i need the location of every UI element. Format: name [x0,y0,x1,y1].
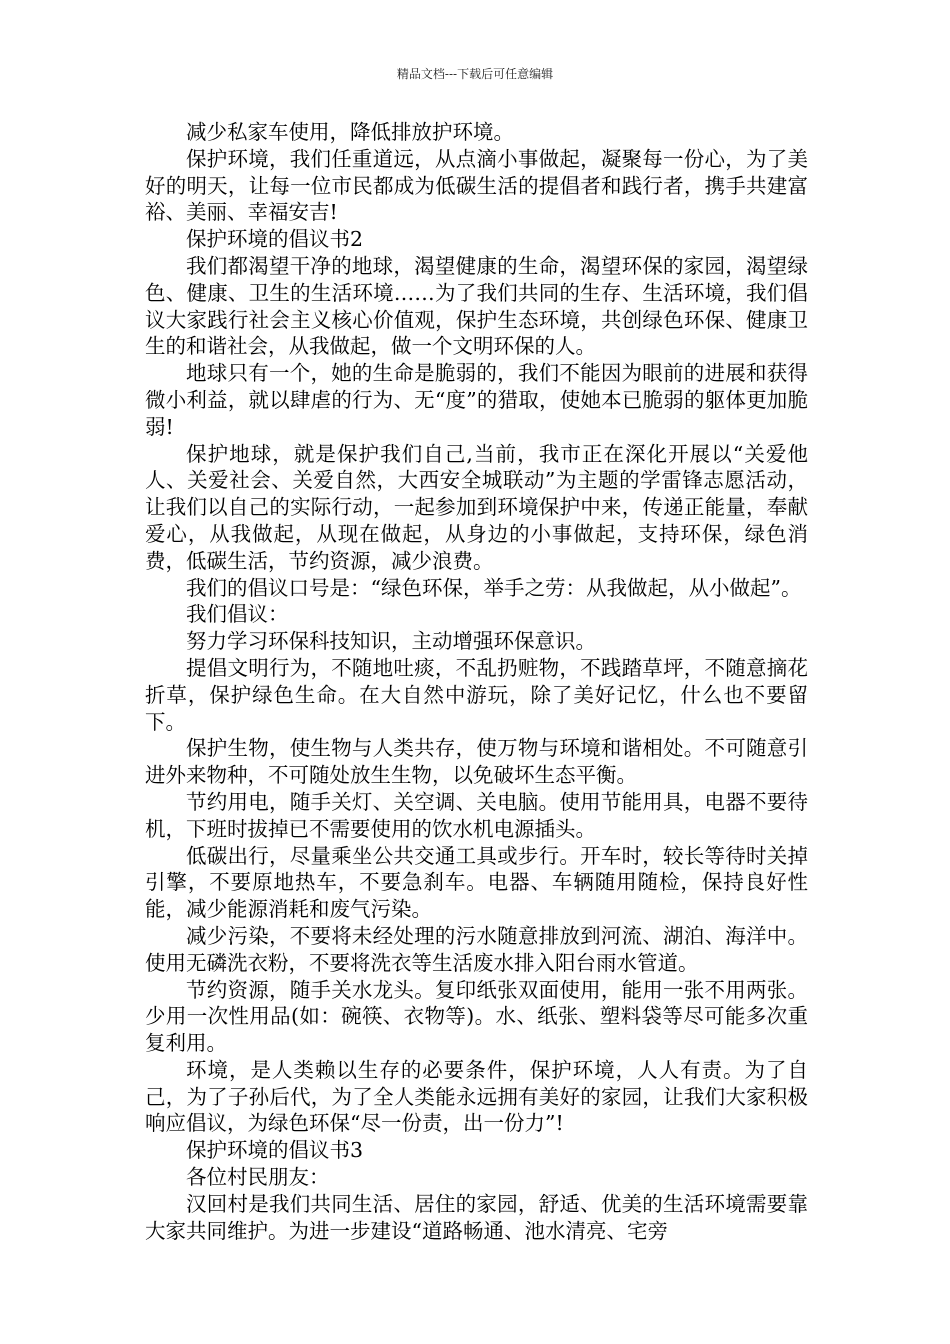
document-body [145,119,808,1244]
paragraph: 我们的倡议口号是：“绿色环保，举手之劳：从我做起，从小做起”。 [186,575,802,600]
paragraph: 减少污染，不要将未经处理的污水随意排放到河流、湖泊、海洋中。使用无磷洗衣粉，不要将洗衣等生活废水排入阳台雨水管道。 [145,923,808,975]
page-header: 精品文档---下载后可任意编辑 [396,67,554,81]
paragraph: 汉回村是我们共同生活、居住的家园，舒适、优美的生活环境需要靠大家共同维护。为进一步建设“道路畅通、池水清亮、宅旁 [145,1191,808,1243]
paragraph: 低碳出行，尽量乘坐公共交通工具或步行。开车时，较长等待时关掉引擎，不要原地热车，不要急刹车。电器、车辆随用随检，保持良好性能，减少能源消耗和废气污染。 [145,843,808,922]
paragraph: 保护生物，使生物与人类共存，使万物与环境和谐相处。不可随意引进外来物种，不可随处放生生物，以免破坏生态平衡。 [145,736,808,788]
paragraph: 保护环境，我们任重道远，从点滴小事做起，凝聚每一份心，为了美好的明天，让每一位市民都成为低碳生活的提倡者和践行者，携手共建富裕、美丽、幸福安吉! [145,146,808,225]
paragraph: 环境，是人类赖以生存的必要条件，保护环境，人人有责。为了自己，为了子孙后代，为了全人类能永远拥有美好的家园，让我们大家积极响应倡议，为绿色环保“尽一份责，出一份力”! [145,1057,808,1136]
paragraph: 努力学习环保科技知识，主动增强环保意识。 [186,629,596,654]
paragraph: 节约用电，随手关灯、关空调、关电脑。使用节能用具，电器不要待机，下班时拔掉已不需要使用的饮水机电源插头。 [145,789,808,841]
paragraph: 提倡文明行为，不随地吐痰，不乱扔赃物，不践踏草坪，不随意摘花折草，保护绿色生命。在大自然中游玩，除了美好记忆，什么也不要留下。 [145,655,808,734]
paragraph: 减少私家车使用，降低排放护环境。 [186,120,514,144]
paragraph: 我们都渴望干净的地球，渴望健康的生命，渴望环保的家园，渴望绿色、健康、卫生的生活环境……为了我们共同的生存、生活环境，我们倡议大家践行社会主义核心价值观，保护生态环境，共创绿色环保、健康卫生的和谐社会，从我做起，做一个文明环保的人。 [145,253,808,359]
paragraph: 我们倡议： [186,602,289,627]
section-heading: 保护环境的倡议书3 [186,1138,364,1163]
paragraph: 节约资源，随手关水龙头。复印纸张双面使用，能用一张不用两张。少用一次性用品(如：碗筷、衣物等)。水、纸张、塑料袋等尽可能多次重复利用。 [145,977,808,1056]
paragraph: 地球只有一个，她的生命是脆弱的，我们不能因为眼前的进展和获得微小利益，就以肆虐的行为、无“度”的猎取，使她本已脆弱的躯体更加脆弱! [145,361,808,439]
section-heading: 保护环境的倡议书2 [186,227,364,252]
salutation: 各位村民朋友： [186,1165,330,1190]
paragraph: 保护地球，就是保护我们自己,当前，我市正在深化开展以“关爱他人、关爱社会、关爱自然，大西安全城联动”为主题的学雷锋志愿活动，让我们以自己的实际行动，一起参加到环境保护中来，传递正能量，奉献爱心，从我做起，从现在做起，从身边的小事做起，支持环保，绿色消费，低碳生活，节约资源，减少浪费。 [145,441,808,573]
